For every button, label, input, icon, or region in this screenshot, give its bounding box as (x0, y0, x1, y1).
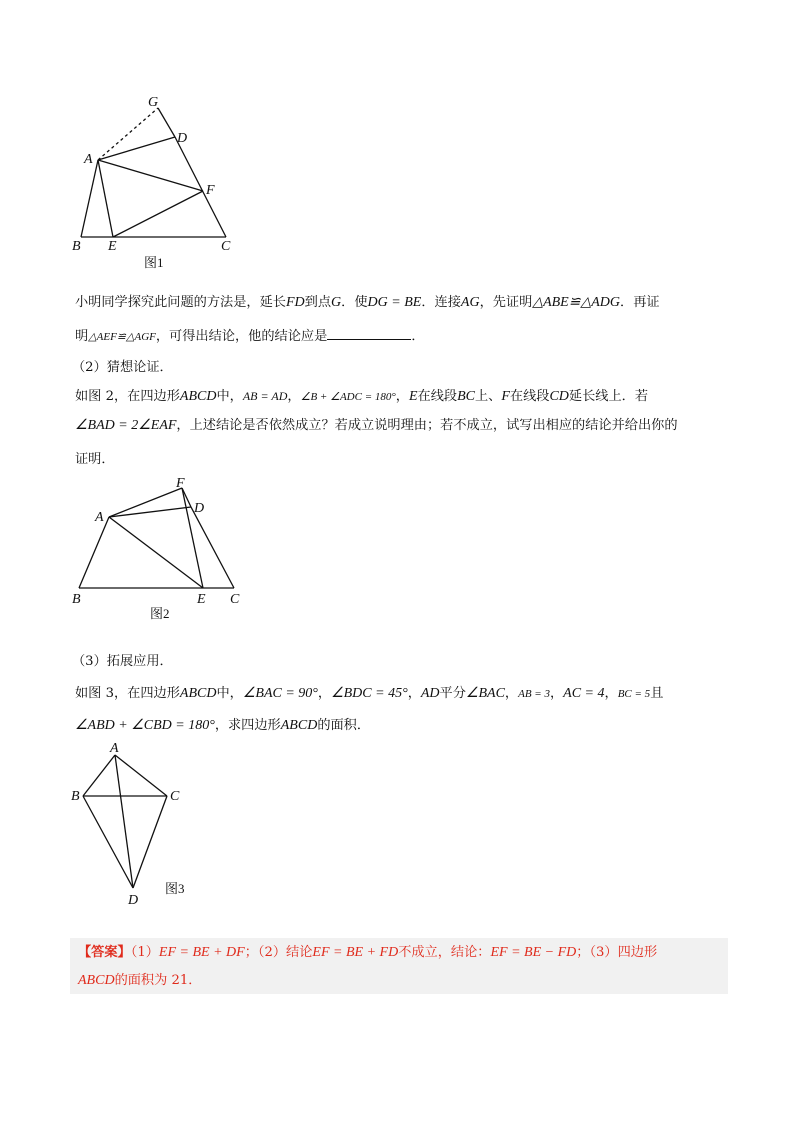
fig3-caption: 图3 (165, 881, 185, 896)
fig2-label-f: F (176, 476, 185, 491)
fig1-caption: 图1 (144, 255, 164, 270)
answer-box (70, 938, 728, 994)
part2-line-1: 如图 2，在四边形ABCD中，AB = AD，∠B + ∠ADC = 180°，E在线段BC上、F在线段CD延长线上．若 (75, 389, 649, 404)
fig3-label-c: C (170, 789, 180, 804)
figure-1-diagram (60, 90, 260, 280)
figure-2 (60, 470, 260, 630)
fig1-label-e: E (108, 239, 117, 254)
fig1-label-a: A (84, 152, 93, 167)
fig1-label-c: C (221, 239, 231, 254)
answer-line-1: 【答案】（1）EF = BE + DF；（2）结论EF = BE + FD不成立，结论：EF = BE − FD；（3）四边形 (78, 945, 658, 960)
part2-line-3: 证明． (75, 452, 115, 467)
fig2-label-c: C (230, 592, 240, 607)
fig1-label-g: G (148, 95, 159, 110)
figure-1 (60, 90, 260, 280)
fig3-label-b: B (71, 789, 80, 804)
fig2-label-e: E (197, 592, 206, 607)
part2-line-2: ∠BAD = 2∠EAF，上述结论是否依然成立？若成立说明理由；若不成立，试写出相应的结论并给出你的 (75, 418, 678, 433)
fig3-label-a: A (110, 741, 119, 756)
answer-tag: 【答案】 (78, 945, 131, 960)
p1-line-2: 明△AEF≌△AGF，可得出结论，他的结论应是 ． (75, 329, 425, 344)
fig1-label-d: D (177, 131, 188, 146)
fig2-label-d: D (194, 501, 205, 516)
fig1-label-b: B (72, 239, 81, 254)
answer-line-2: ABCD的面积为 21． (78, 973, 202, 988)
fig2-label-b: B (72, 592, 81, 607)
fig2-label-a: A (95, 510, 104, 525)
fig2-caption: 图2 (150, 606, 170, 621)
figure-2-diagram (60, 470, 260, 630)
part3-line-1: 如图 3，在四边形ABCD中，∠BAC = 90°，∠BDC = 45°，AD平分∠BAC，AB = 3，AC = 4，BC = 5且 (75, 686, 664, 701)
part2-title: （2）猜想论证． (72, 360, 173, 375)
part3-line-2: ∠ABD + ∠CBD = 180°，求四边形ABCD的面积． (75, 718, 371, 733)
fig1-label-f: F (206, 183, 215, 198)
fig3-label-d: D (128, 893, 139, 908)
part3-title: （3）拓展应用． (72, 654, 173, 669)
p1-line-1: 小明同学探究此问题的方法是，延长FD到点G．使DG = BE．连接AG，先证明△ABE≌△ADG．再证 (75, 295, 660, 310)
figure-3 (60, 738, 220, 913)
figure-3-diagram (60, 738, 220, 913)
answer-blank (327, 327, 411, 340)
